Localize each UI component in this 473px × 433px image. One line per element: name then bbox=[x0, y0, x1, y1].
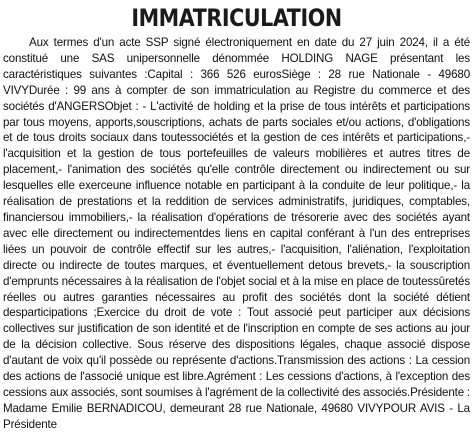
notice-body: Aux termes d'un acte SSP signé électroniquement en date du 27 juin 2024, il a été constitué une SAS unipersonnelle dénommée HOLDING NAGE présentant les caractéristiques suivantes :Capital : 366 526 eurosSiège : 28 rue Nationale - 49680 VIVYDurée : 99 ans à compter de son immatriculation au Registre du commerce et des sociétés d'ANGERSObjet : - L'activité de holding et la prise de tous intérêts et participations par tous moyens, apports,souscriptions, achats de parts sociales et/ou actions, d'obligations et de tous droits sociaux dans toutessociétés et la gestion de ces intérêts et participations,- l'acquisition et la gestion de tous portefeuilles de valeurs mobilières et autres titres de placement,- l'animation des sociétés qu'elle contrôle directement ou indirectement ou sur lesquelles elle exerceune influence notable en participant à la conduite de leur politique,- la réalisation de prestations et la reddition de services administratifs, juridiques, comptables, financiersou immobiliers,- la réalisation d'opérations de trésorerie avec des sociétés ayant avec elle directement ou indirectementdes liens en capital conférant à l'un des entreprises liées un pouvoir de contrôle effectif sur les autres,- l'acquisition, l'aliénation, l'exploitation directe ou indirecte de toutes marques, et éventuellement detous brevets,- la souscription d'emprunts nécessaires à la réalisation de l'objet social et à la mise en place de toutessûretés réelles ou autres garanties nécessaires au profit des sociétés dont la société détient desparticipations ;Exercice du droit de vote : Tout associé peut participer aux décisions collectives sur justification de son identité et de l'inscription en compte de ses actions au jour de la décision collective. Sous réserve des dispositions légales, chaque associé dispose d'autant de voix qu'il possède ou représente d'actions.Transmission des actions : La cession des actions de l'associé unique est libre.Agrément : Les cessions d'actions, à l'exception des cessions aux associés, sont soumises à l'agrément de la collectivité des associés.Présidente : Madame Emilie BERNADICOU, demeurant 28 rue Nationale, 49680 VIVYPOUR AVIS - La Présidente bbox=[3, 36, 470, 431]
notice-title: IMMATRICULATION bbox=[131, 4, 342, 32]
